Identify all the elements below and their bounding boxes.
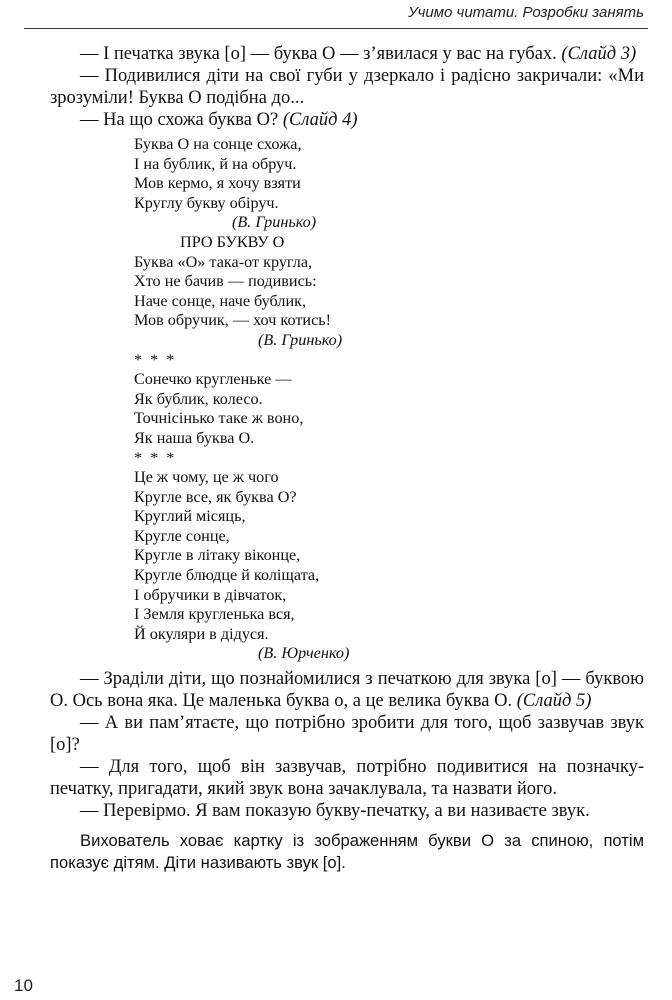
dialog-paragraph: — Зраділи діти, що познайомилися з печаткою для звука [о] — буквою О. Ось вона яка. Це маленька буква о, а це велика буква О. (Слайд 5) xyxy=(50,669,644,712)
poem-line: Круглу букву обіруч. xyxy=(134,193,279,212)
poem-1 xyxy=(134,135,644,664)
page-body xyxy=(50,43,644,874)
slide-ref: (Слайд 4) xyxy=(282,110,358,130)
poem-line: Круглий місяць, xyxy=(134,507,246,526)
poem-line: Буква «О» така-от кругла, xyxy=(134,252,313,271)
poem-author: (В. Юрченко) xyxy=(258,644,350,663)
dialog-paragraph: — Для того, щоб він зазвучав, потрібно подивитися на позначку-печатку, пригадати, який звук вона зачаклувала, та назвати його. xyxy=(50,757,644,800)
poem-title: ПРО БУКВУ О xyxy=(180,232,285,251)
poem-line: Сонечко кругленьке — xyxy=(134,370,292,389)
dialog-paragraph: — Перевірмо. Я вам показую букву-печатку, а ви називаєте звук. xyxy=(80,801,590,822)
poem-line: Кругле блюдце й коліщата, xyxy=(134,566,320,585)
slide-ref: (Слайд 5) xyxy=(516,691,592,712)
page-number: 10 xyxy=(14,976,33,995)
poem-line: Хто не бачив — подивись: xyxy=(134,272,317,291)
poem-author: (В. Гринько) xyxy=(258,330,343,349)
poem-line: Кругле все, як буква О? xyxy=(134,487,297,506)
poem-line: Й окуляри в дідуся. xyxy=(134,624,269,643)
header-title: Учимо читати. Розробки занять xyxy=(408,4,644,21)
poem-line: Наче сонце, наче бублик, xyxy=(134,291,307,310)
poem-line: І обручики в дівчаток, xyxy=(134,585,287,604)
poem-separator: * * * xyxy=(134,448,177,467)
running-header xyxy=(24,0,648,29)
dialog-paragraph: — І печатка звука [о] — буква О — з’явилася у вас на губах. (Слайд 3) xyxy=(80,44,637,64)
poem-line: Як бублик, колесо. xyxy=(134,389,263,408)
poem-line: І Земля кругленька вся, xyxy=(134,605,295,624)
slide-ref: (Слайд 3) xyxy=(561,44,637,64)
poem-line: І на бублик, й на обруч. xyxy=(134,154,297,173)
poem-line: Це ж чому, це ж чого xyxy=(134,468,279,487)
poem-line: Точнісінько таке ж воно, xyxy=(134,409,304,428)
poem-line: Кругле в літаку віконце, xyxy=(134,546,301,565)
poem-line: Мов кермо, я хочу взяти xyxy=(134,174,301,193)
poem-author: (В. Гринько) xyxy=(232,213,317,232)
poem-line: Як наша буква О. xyxy=(134,428,255,447)
poem-line: Буква О на сонце схожа, xyxy=(134,135,302,153)
dialog-paragraph: — Подивилися діти на свої губи у дзеркало і радісно закричали: «Ми зрозуміли! Буква О подібна до... xyxy=(50,66,644,108)
dialog-paragraph: — А ви пам’ятаєте, що потрібно зробити для того, щоб зазвучав звук [о]? xyxy=(50,713,644,756)
teacher-note: Вихователь ховає картку із зображенням букви О за спиною, потім показує дітям. Діти називають звук [о]. xyxy=(50,831,644,873)
dialog-paragraph: — На що схожа буква О? (Слайд 4) xyxy=(80,110,358,130)
poem-line: Мов обручик, — хоч котись! xyxy=(134,311,332,330)
poem-line: Кругле сонце, xyxy=(134,526,230,545)
poem-separator: * * * xyxy=(134,350,177,369)
